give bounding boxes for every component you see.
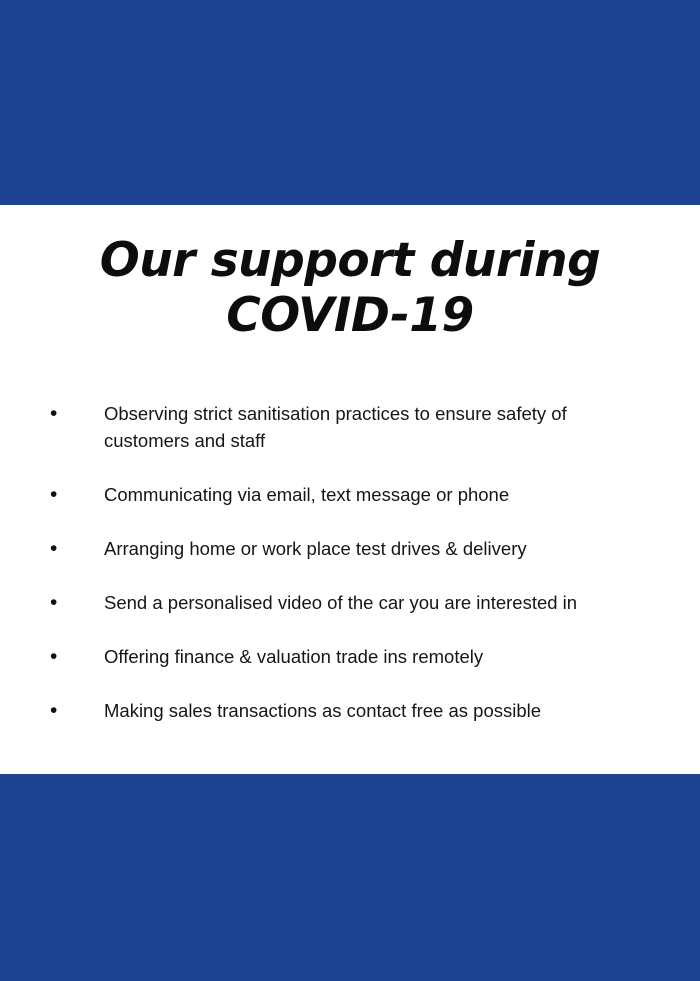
- page-title: Our support during COVID-19: [99, 233, 601, 344]
- bullet-dot-icon: •: [50, 644, 58, 668]
- bottom-color-band: [0, 774, 700, 981]
- bullet-dot-icon: •: [50, 536, 58, 560]
- list-item-label: Send a personalised video of the car you are interested in: [104, 591, 578, 613]
- content-panel: [0, 205, 700, 774]
- list-item-label: Arranging home or work place test drives & delivery: [104, 537, 527, 559]
- top-color-band: [0, 0, 700, 205]
- list-item-label: Observing strict sanitisation practices to ensure safety of customers and staff: [104, 402, 567, 451]
- list-item: [44, 643, 656, 670]
- list-item: [44, 697, 656, 724]
- bullet-dot-icon: •: [50, 698, 58, 722]
- list-item-label: Making sales transactions as contact free as possible: [104, 699, 542, 721]
- support-measures-list: [0, 344, 700, 724]
- bullet-dot-icon: •: [50, 482, 58, 506]
- list-item: [44, 589, 656, 616]
- list-item-label: Offering finance & valuation trade ins remotely: [104, 645, 484, 667]
- list-item-label: Communicating via email, text message or phone: [104, 483, 510, 505]
- list-item: [44, 400, 656, 454]
- bullet-dot-icon: •: [50, 401, 58, 425]
- list-item: [44, 535, 656, 562]
- bullet-dot-icon: •: [50, 590, 58, 614]
- list-item: [44, 481, 656, 508]
